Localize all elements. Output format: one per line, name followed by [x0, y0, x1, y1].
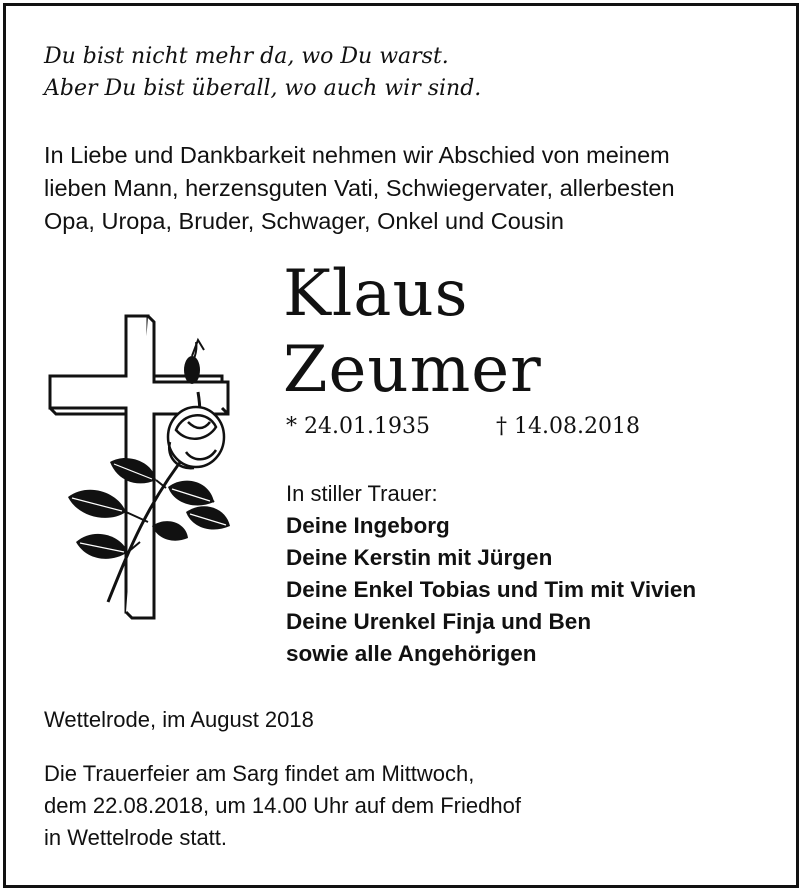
funeral-line-1: Die Trauerfeier am Sarg findet am Mittwoch, [44, 761, 475, 786]
first-name: Klaus [283, 257, 469, 331]
place-date: Wettelrode, im August 2018 [44, 707, 314, 732]
intro-line-2: lieben Mann, herzensguten Vati, Schwiegervater, allerbesten [44, 175, 675, 201]
last-name: Zeumer [283, 333, 542, 407]
mourner-name: Deine Kerstin mit Jürgen [286, 545, 553, 570]
quote-line-1: Du bist nicht mehr da, wo Du warst. [44, 44, 449, 69]
funeral-line-2: dem 22.08.2018, um 14.00 Uhr auf dem Friedhof [44, 793, 521, 818]
funeral-line-3: in Wettelrode statt. [44, 825, 228, 850]
intro-line-3: Opa, Uropa, Bruder, Schwager, Onkel und Cousin [44, 208, 564, 234]
mourners-heading: In stiller Trauer: [286, 481, 438, 506]
mourner-name: sowie alle Angehörigen [286, 641, 537, 666]
cross-with-rose-icon [48, 312, 238, 622]
death-date: † 14.08.2018 [496, 414, 640, 439]
intro-line-1: In Liebe und Dankbarkeit nehmen wir Abschied von meinem [44, 142, 670, 168]
birth-date: * 24.01.1935 [286, 414, 430, 439]
intro-text [44, 139, 675, 238]
mourner-name: Deine Ingeborg [286, 513, 450, 538]
mourner-name: Deine Urenkel Finja und Ben [286, 609, 592, 634]
mourner-name: Deine Enkel Tobias und Tim mit Vivien [286, 577, 697, 602]
quote-line-2: Aber Du bist überall, wo auch wir sind. [44, 76, 482, 101]
